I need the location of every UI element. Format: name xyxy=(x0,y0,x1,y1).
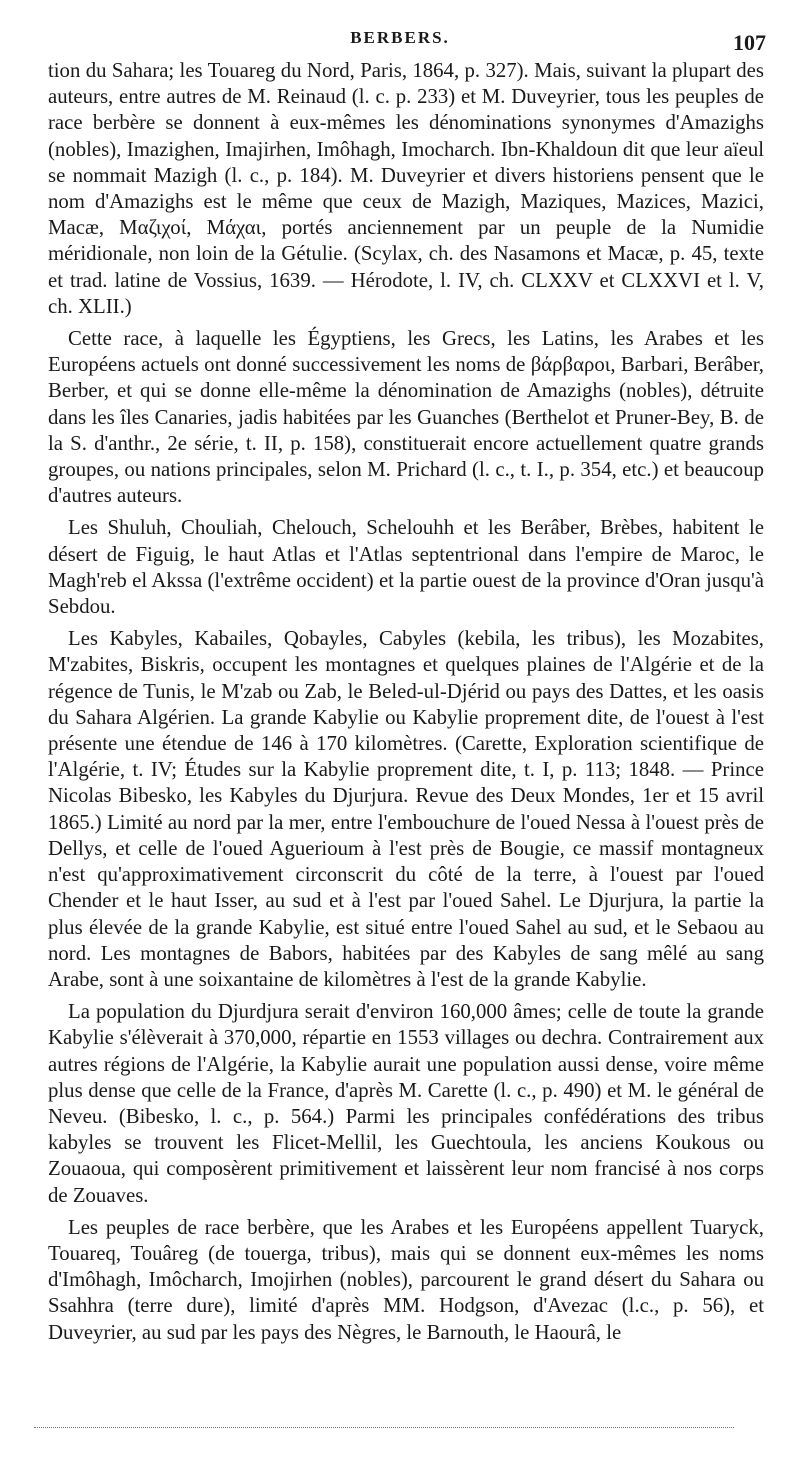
paragraph-2: Cette race, à laquelle les Égyptiens, les Grecs, les Latins, les Arabes et les Européens actuels ont donné successivement les noms de βάρβαροι, Barbari, Berâber, Berber, et qui se donne elle-même la dénomination de Amazighs (nobles), détruite dans les îles Canaries, jadis habitées par les Guanches (Berthelot et Pruner-Bey, B. de la S. d'anthr., 2e série, t. II, p. 158), constituerait encore actuellement quatre grands groupes, ou nations principales, selon M. Prichard (l. c., t. I., p. 354, etc.) et beaucoup d'autres auteurs. xyxy=(48,327,764,508)
paragraph-4: Les Kabyles, Kabailes, Qobayles, Cabyles (kebila, les tribus), les Mozabites, M'zabites, Biskris, occupent les montagnes et quelques plaines de l'Algérie et de la régence de Tunis, le M'zab ou Zab, le Beled-ul-Djérid ou pays des Dattes, et les oasis du Sahara Algérien. La grande Kabylie ou Kabylie proprement dite, de l'ouest à l'est présente une étendue de 146 à 170 kilomètres. (Carette, Exploration scientifique de l'Algérie, t. IV; Études sur la Kabylie proprement dite, t. I, p. 113; 1848. — Prince Nicolas Bibesko, les Kabyles du Djurjura. Revue des Deux Mondes, 1er et 15 avril 1865.) Limité au nord par la mer, entre l'embouchure de l'oued Nessa à l'ouest près de Dellys, et celle de l'oued Aguerioum à l'est près de Bougie, ce massif montagneux n'est qu'approximativement circonscrit du côté de la terre, à l'ouest par l'oued Chender et le haut Isser, au sud et à l'est par l'oued Sahel. Le Djurjura, la partie la plus élevée de la grande Kabylie, est situé entre l'oued Sahel au sud, et le Sebaou au nord. Les montagnes de Babors, habitées par des Kabyles de sang mêlé au sang Arabe, sont à une soixantaine de kilomètres à l'est de la grande Kabylie. xyxy=(48,627,764,991)
paragraph-3: Les Shuluh, Chouliah, Chelouch, Schelouhh et les Berâber, Brèbes, habitent le désert de Figuig, le haut Atlas et l'Atlas septentrional dans l'empire de Maroc, le Magh'reb el Akssa (l'extrême occident) et la partie ouest de la province d'Oran jusqu'à Sebdou. xyxy=(48,516,764,619)
paragraph-1: tion du Sahara; les Touareg du Nord, Paris, 1864, p. 327). Mais, suivant la plupart des auteurs, entre autres de M. Reinaud (l. c. p. 233) et M. Duveyrier, tous les peuples de race berbère se donnent à eux-mêmes les dénominations synonymes d'Amazighs (nobles), Imazighen, Imajirhen, Imôhagh, Imocharch. Ibn-Khaldoun dit que leur aïeul se nommait Mazigh (l. c., p. 184). M. Duveyrier et divers historiens pensent que le nom d'Amazighs est le même que ceux de Mazigh, Maziques, Mazices, Mazici, Macæ, Μαζιχοί, Μάχαι, portés anciennement par un peuple de la Numidie méridionale, non loin de la Gétulie. (Scylax, ch. des Nasamons et Macæ, p. 45, texte et trad. latine de Vossius, 1639. — Hérodote, l. IV, ch. CLXXV et CLXXVI et l. V, ch. XLII.) xyxy=(48,59,764,318)
footer-rule xyxy=(34,1427,734,1428)
running-title: BERBERS. xyxy=(350,28,450,47)
body-text xyxy=(48,58,764,1352)
paragraph-6: Les peuples de race berbère, que les Arabes et les Européens appellent Tuaryck, Touareq, Touâreg (de touerga, tribus), mais qui se donnent eux-mêmes les noms d'Imôhagh, Imôcharch, Imojirhen (nobles), parcourent le grand désert du Sahara ou Ssahhra (terre dure), limité d'après MM. Hodgson, d'Avezac (l.c., p. 56), et Duveyrier, au sud par les pays des Nègres, le Barnouth, le Haourâ, le xyxy=(48,1215,764,1344)
paragraph-5: La population du Djurdjura serait d'environ 160,000 âmes; celle de toute la grande Kabylie s'élèverait à 370,000, répartie en 1553 villages ou dechra. Contrairement aux autres régions de l'Algérie, la Kabylie aurait une population aussi dense, voire même plus dense que celle de la France, d'après M. Carette (l. c., p. 490) et M. le général de Neveu. (Bibesko, l. c., p. 564.) Parmi les principales confédérations des tribus kabyles se trouvent les Flicet-Mellil, les Guechtoula, les anciens Koukous ou Zouaoua, qui composèrent primitivement et laissèrent leur nom francisé à nos corps de Zouaves. xyxy=(48,1000,764,1207)
page-number: 107 xyxy=(733,30,766,55)
